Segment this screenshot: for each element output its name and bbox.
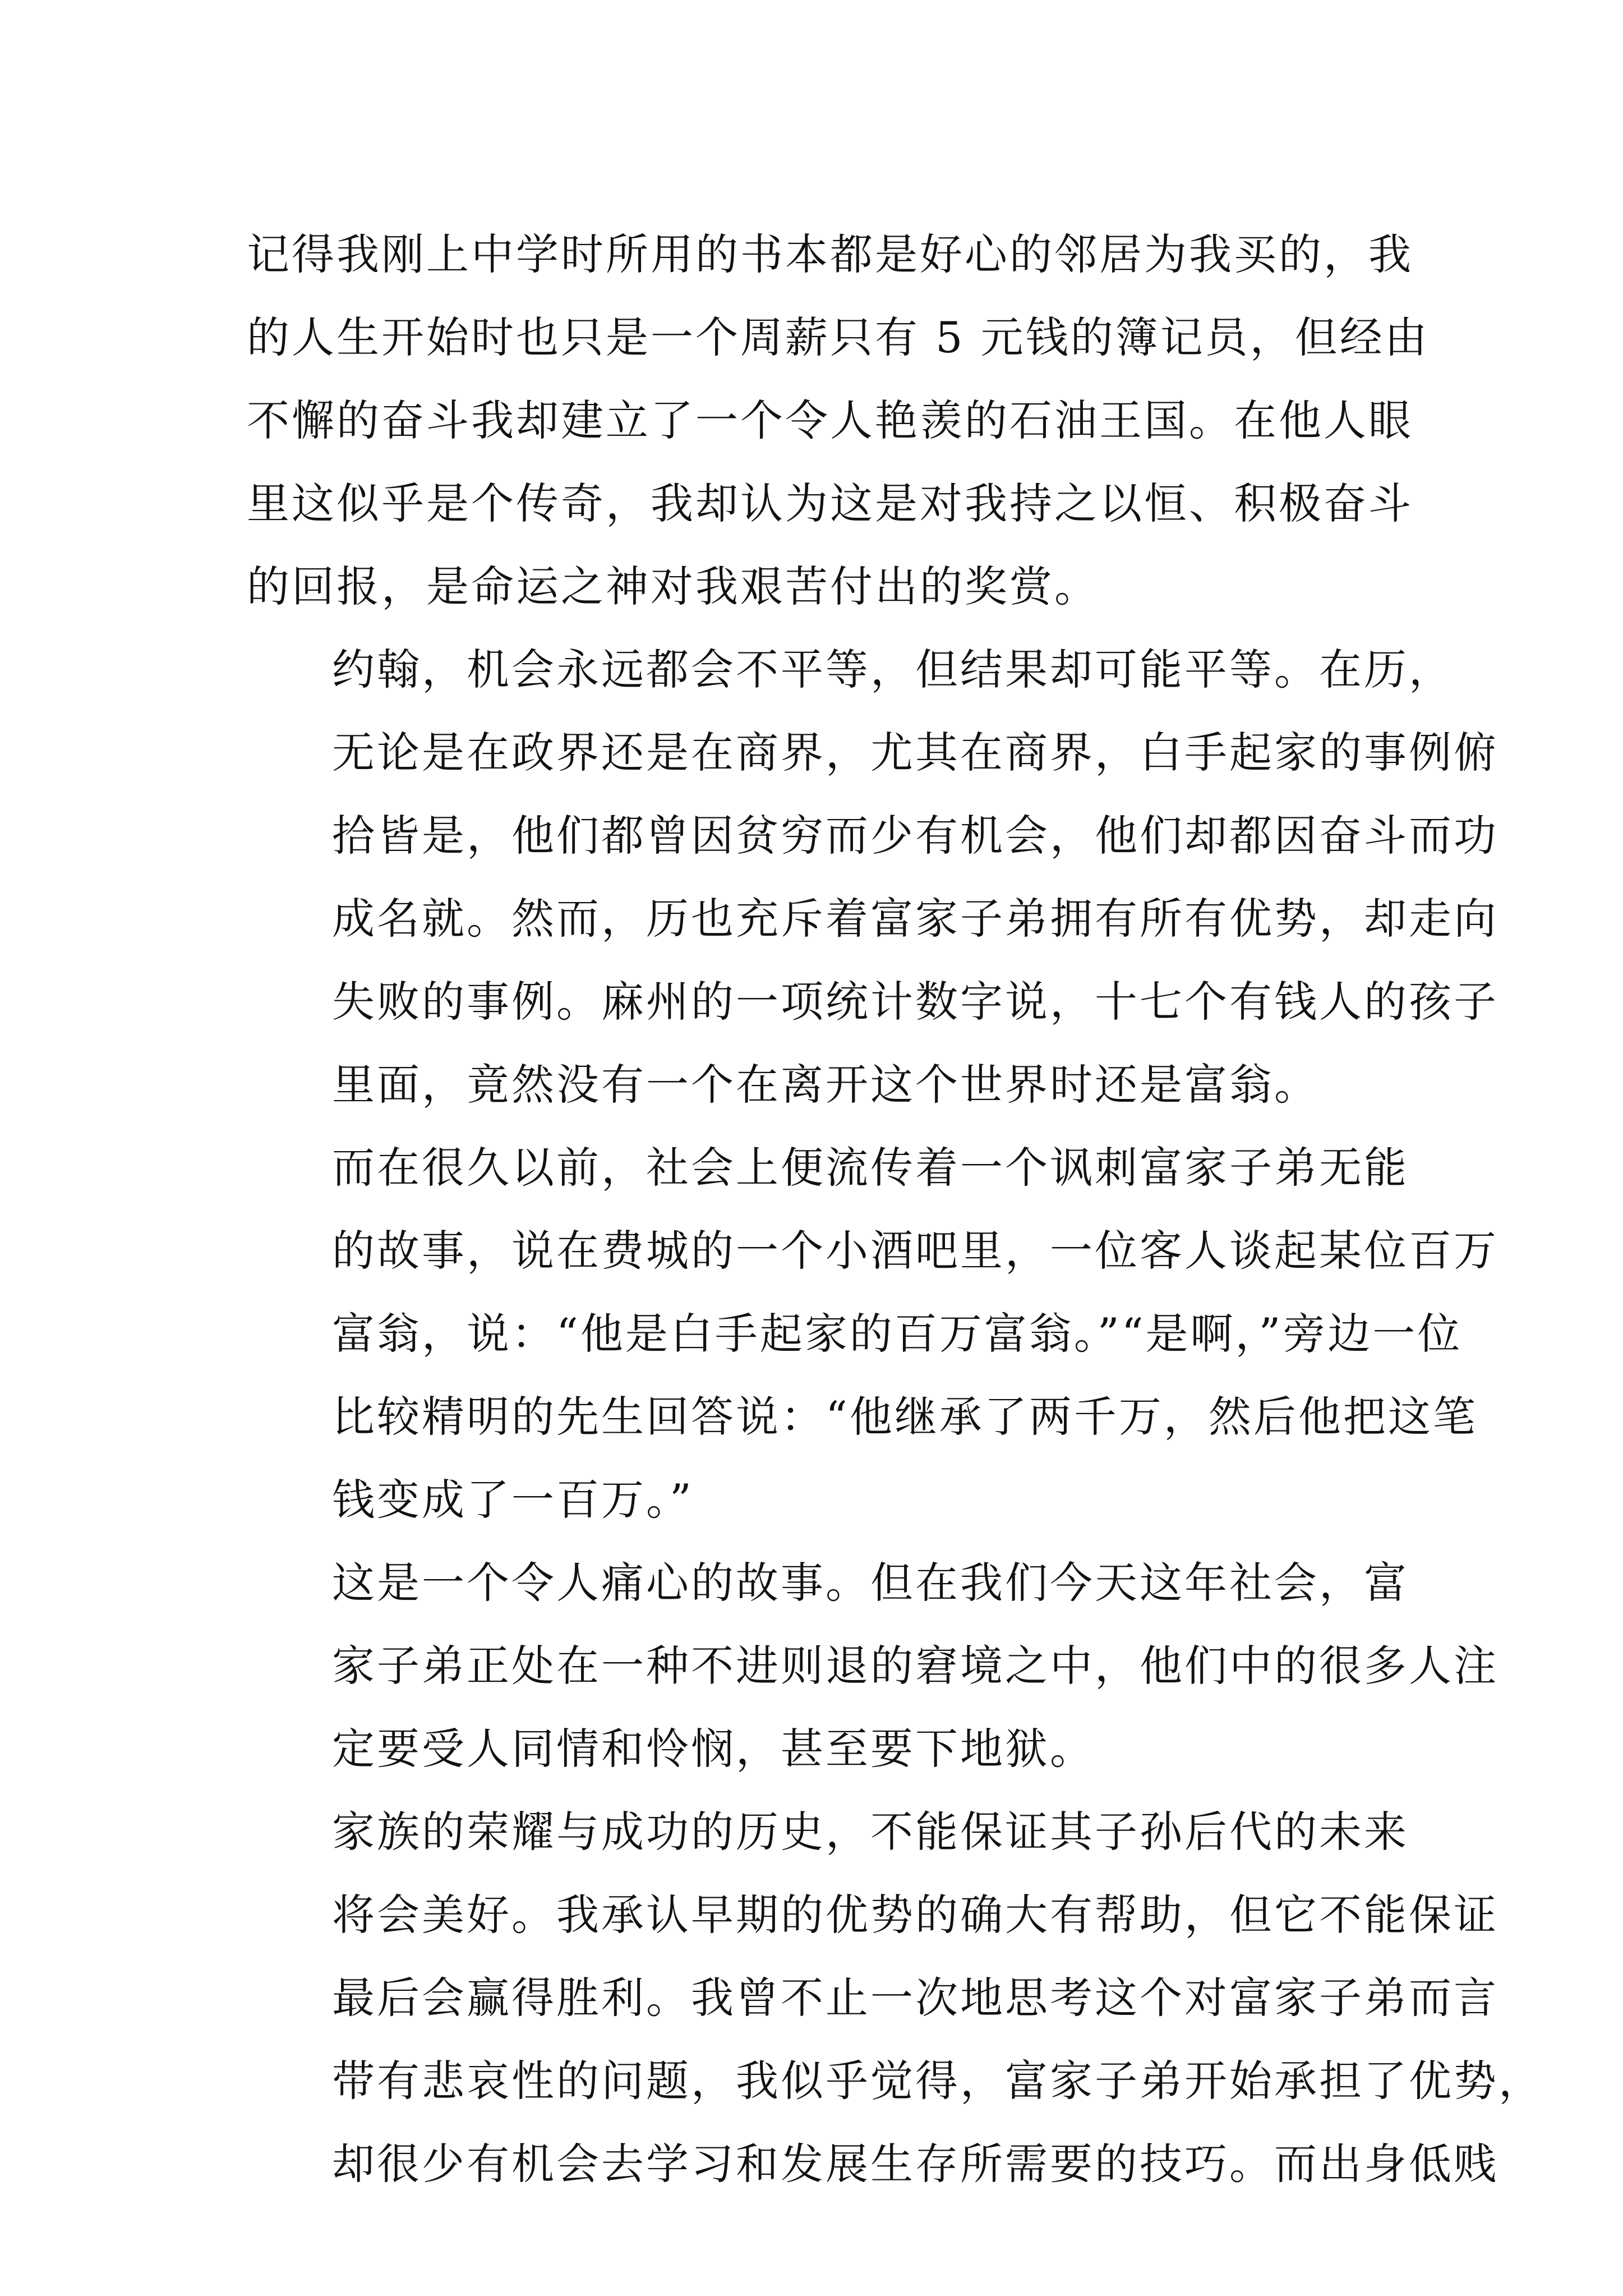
paragraph-5 — [247, 1791, 1543, 2206]
text-line: 这是一个令人痛心的故事。但在我们今天这年社会，富 — [332, 1558, 1409, 1608]
paragraph-3 — [247, 1126, 1498, 1542]
paragraph-1 — [247, 213, 1430, 628]
text-line: 带有悲哀性的问题，我似乎觉得，富家子弟开始承担了优势， — [332, 2056, 1543, 2106]
text-line: 无论是在政界还是在商界，尤其在商界，白手起家的事例俯 — [332, 728, 1498, 777]
text-line: 的人生开始时也只是一个周薪只有 5 元钱的簿记员，但经由 — [247, 312, 1430, 362]
body-text — [247, 213, 1543, 2206]
text-line: 定要受人同情和怜悯，甚至要下地狱。 — [332, 1724, 1095, 1774]
text-line: 里面，竟然没有一个在离开这个世界时还是富翁。 — [332, 1060, 1319, 1110]
paragraph-2 — [247, 628, 1498, 1126]
text-line: 失败的事例。麻州的一项统计数字说，十七个有钱人的孩子 — [332, 977, 1498, 1027]
text-line: 比较精明的先生回答说：“他继承了两千万，然后他把这笔 — [332, 1392, 1478, 1442]
text-line: 约翰，机会永远都会不平等，但结果却可能平等。在历， — [332, 645, 1454, 694]
text-line: 家族的荣耀与成功的历史，不能保证其子孙后代的未来 — [332, 1807, 1409, 1857]
text-line: 成名就。然而，历也充斥着富家子弟拥有所有优势，却走向 — [332, 894, 1498, 944]
text-line: 里这似乎是个传奇，我却认为这是对我持之以恒、积极奋斗 — [247, 478, 1413, 528]
text-line: 钱变成了一百万。” — [332, 1475, 694, 1525]
text-line: 而在很久以前，社会上便流传着一个讽刺富家子弟无能 — [332, 1143, 1409, 1193]
text-line: 家子弟正处在一种不进则退的窘境之中，他们中的很多人注 — [332, 1641, 1498, 1691]
text-line: 记得我刚上中学时所用的书本都是好心的邻居为我买的，我 — [247, 229, 1413, 279]
text-line: 最后会赢得胜利。我曾不止一次地思考这个对富家子弟而言 — [332, 1973, 1498, 2023]
text-line: 富翁，说：“他是白手起家的百万富翁。”“是啊，”旁边一位 — [332, 1309, 1463, 1359]
text-line: 却很少有机会去学习和发展生存所需要的技巧。而出身低贱 — [332, 2139, 1498, 2189]
text-line: 的回报，是命运之神对我艰苦付出的奖赏。 — [247, 562, 1099, 611]
text-line: 不懈的奋斗我却建立了一个令人艳羡的石油王国。在他人眼 — [247, 395, 1413, 445]
paragraph-4 — [247, 1542, 1498, 1791]
text-line: 将会美好。我承认早期的优势的确大有帮助，但它不能保证 — [332, 1890, 1498, 1940]
text-line: 的故事，说在费城的一个小酒吧里，一位客人谈起某位百万 — [332, 1226, 1498, 1276]
text-line: 拾皆是，他们都曾因贫穷而少有机会，他们却都因奋斗而功 — [332, 811, 1498, 861]
